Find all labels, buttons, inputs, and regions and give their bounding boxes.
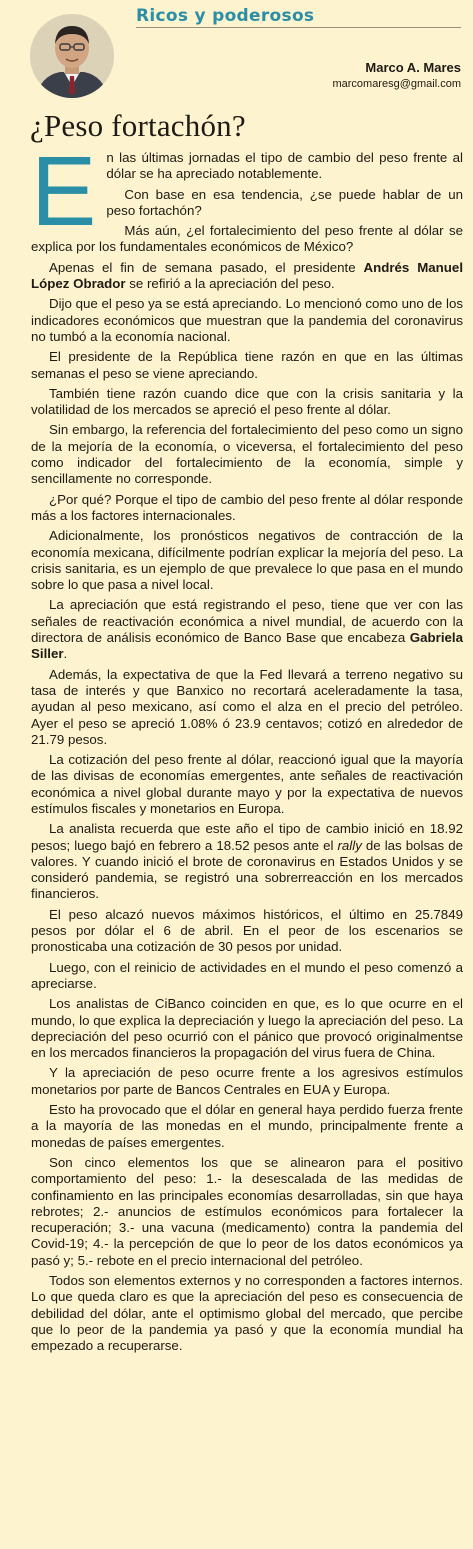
author-portrait — [30, 14, 114, 98]
author-email[interactable]: marcomaresg@gmail.com — [332, 78, 461, 90]
paragraph — [31, 260, 463, 293]
paragraph: ¿Por qué? Porque el tipo de cambio del peso frente al dólar responde más a los factores internacionales. — [31, 491, 463, 523]
paragraph: Además, la expectativa de que la Fed llevará a terreno negativo su tasa de interés y que Banxico no recortará aceleradamente la tasa, ayudan al peso mexicano, así como el alza en el precio del petróleo. Ayer el peso se apreció 1.08% ó 23.9 centavos; cotizó en alrededor de 21.79 pesos. — [31, 666, 463, 747]
article-headline: ¿Peso fortachón? — [30, 108, 246, 143]
text-run: de las bolsas de valores. Y cuando inició el brote de coronavirus en Estados Unidos y se consideró pandemia, se registró una sobrerreacción en los mercados financieros. — [31, 837, 463, 902]
paragraph — [31, 597, 463, 662]
paragraph: Más aún, ¿el fortalecimiento del peso frente al dólar se explica por los fundamentales económicos de México? — [31, 223, 463, 255]
paragraph: El presidente de la República tiene razón en que en las últimas semanas el peso se viene apreciando. — [31, 349, 463, 381]
text-run: se refirió a la apreciación del peso. — [125, 276, 335, 292]
paragraph: Adicionalmente, los pronósticos negativos de contracción de la economía mexicana, difícilmente podrían explicar la mejoría del peso. La crisis sanitaria, es un ejemplo de que prevalece lo que pasa en el mundo sobre lo que pasa a nivel local. — [31, 528, 463, 593]
text-run: . — [63, 646, 68, 662]
paragraph: Luego, con el reinicio de actividades en el mundo el peso comenzó a apreciarse. — [31, 959, 463, 991]
paragraph: Con base en esa tendencia, ¿se puede hablar de un peso fortachón? — [106, 186, 463, 218]
paragraph — [31, 821, 463, 902]
paragraph: El peso alcazó nuevos máximos históricos, el último en 25.7849 pesos por dólar el 6 de abril. En el peor de los escenarios se pronosticaba una cotización de 30 pesos por unidad. — [31, 906, 463, 955]
italic-term: rally — [337, 837, 362, 853]
paragraph: Son cinco elementos los que se alinearon para el positivo comportamiento del peso: 1.- la desescalada de las medidas de confinamiento en las principales economías desarrolladas, sin que haya rebrotes; 2.- anuncios de estímulos económicos para fortalecer la recuperación; 3.- una vacuna (medicamento) contra la pandemia del Covid-19; 4.- la percepción de que lo peor de los datos económicos ya pasó y; 5.- rebote en el precio internacional del petróleo. — [31, 1154, 463, 1268]
author-name: Marco A. Mares — [365, 60, 461, 75]
portrait-illustration — [30, 14, 114, 98]
column-header — [0, 0, 473, 110]
paragraph: Los analistas de CiBanco coinciden en que, es lo que ocurre en el mundo, lo que explica la depreciación y luego la apreciación del peso. La depreciación del peso ocurrió con el pánico que provocó originalmentse en los mercados financieros la propagación del virus fuera de China. — [31, 996, 463, 1061]
column-name: Ricos y poderosos — [136, 6, 315, 26]
drop-cap: E — [31, 136, 97, 246]
paragraph: Sin embargo, la referencia del fortalecimiento del peso como un signo de la mejoría de la economía, o viceversa, el fortalecimiento del peso como indicador del fortalecimiento de la economía, simple y sencillamente no corresponde. — [31, 422, 463, 487]
person-name: Andrés Manuel López Obrador — [31, 259, 464, 292]
paragraph: Todos son elementos externos y no corresponden a factores internos. Lo que queda claro es que la apreciación del peso es consecuencia de debilidad del dólar, ante el optimismo global del mercado, que percibe que lo peor de la pandemia ya pasó y que la economía mundial ha empezado a recuperarse. — [31, 1273, 463, 1354]
paragraph: La cotización del peso frente al dólar, reaccionó igual que la mayoría de las divisas de economías emergentes, ante señales de reactivación económica a nivel global durante mayo y por la expectativa de nuevos estímulos fiscales y monetarios en Europa. — [31, 752, 463, 816]
text-run: La analista recuerda que este año el tipo de cambio inició en 18.92 pesos; luego bajó en febrero a 18.52 pesos ante el — [31, 821, 463, 853]
paragraph: Esto ha provocado que el dólar en general haya perdido fuerza frente a la mayoría de las monedas en el mundo, principalmente frente a monedas de países emergentes. — [31, 1102, 463, 1150]
text-run: Apenas el fin de semana pasado, el presidente — [49, 259, 364, 275]
paragraph: También tiene razón cuando dice que con la crisis sanitaria y la volatilidad de los mercados se apreció el peso frente al dólar. — [31, 385, 463, 418]
person-name: Gabriela Siller — [31, 630, 463, 662]
paragraph: Y la apreciación de peso ocurre frente a los agresivos estímulos monetarios por parte de Bancos Centrales en EUA y Europa. — [31, 1065, 463, 1097]
paragraph: n las últimas jornadas el tipo de cambio del peso frente al dólar se ha apreciado notablemente. — [106, 150, 463, 182]
article-body — [31, 136, 464, 1358]
text-run: La apreciación que está registrando el peso, tiene que ver con las señales de reactivación económica a nivel mundial, de acuerdo con la directora de análisis económico de Banco Base que encabeza — [31, 597, 463, 646]
column-rule — [136, 27, 461, 28]
paragraph: Dijo que el peso ya se está apreciando. Lo mencionó como uno de los indicadores económicos que muestran que la pandemia del coronavirus no tumbó a la economía nacional. — [31, 296, 463, 344]
